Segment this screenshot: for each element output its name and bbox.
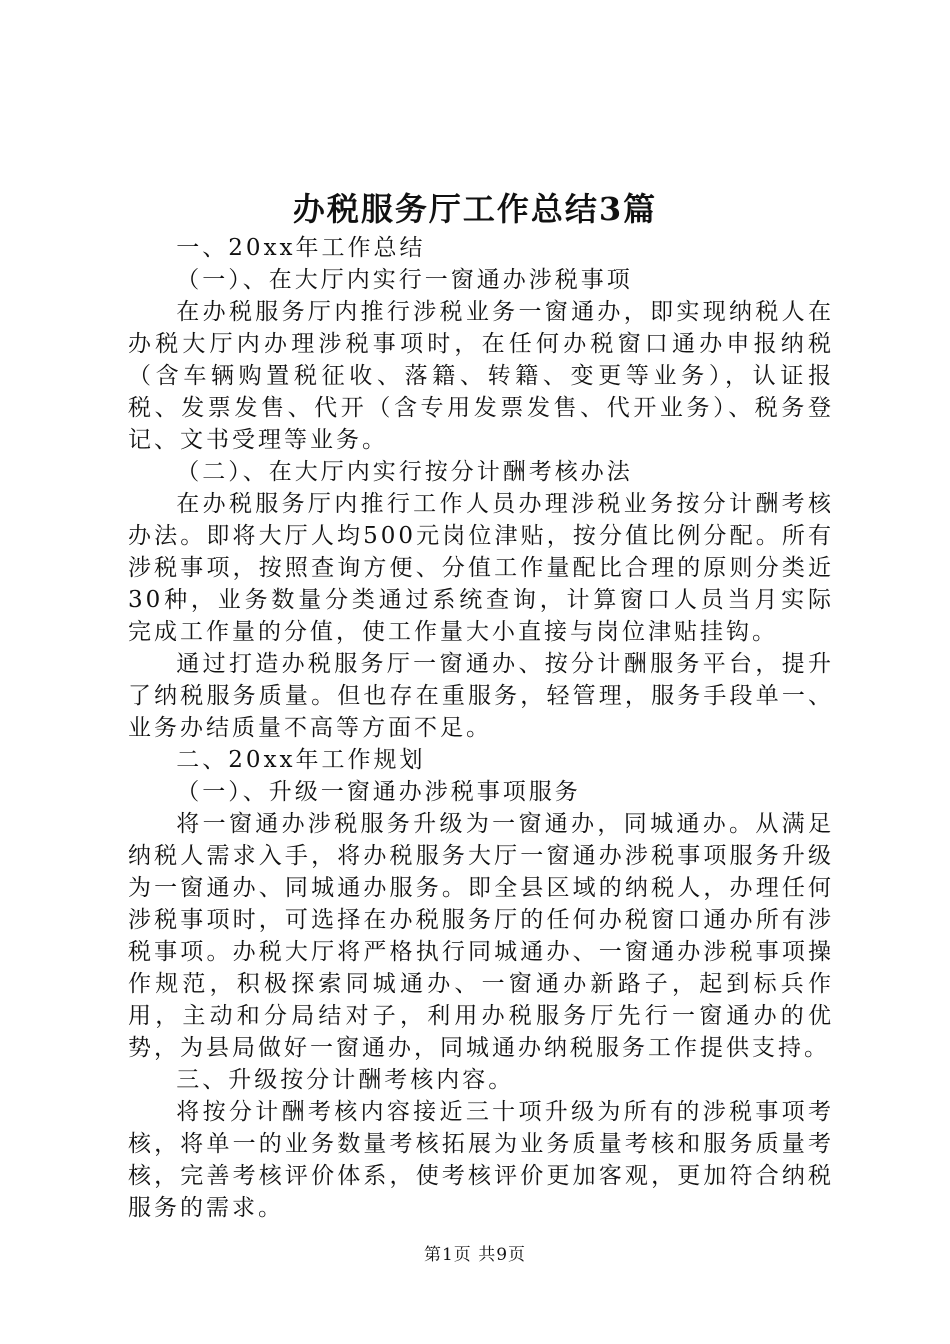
paragraph: 在办税服务厅内推行工作人员办理涉税业务按分计酬考核办法。即将大厅人均500元岗位津贴，按分值比例分配。所有涉税事项，按照查询方便、分值工作量配比合理的原则分类近30种，业务数量分类通过系统查询，计算窗口人员当月实际完成工作量的分值，使工作量大小直接与岗位津贴挂钩。 xyxy=(128,491,834,645)
subsection-heading-1-2: （二）、在大厅内实行按分计酬考核办法 xyxy=(176,459,633,485)
paragraph: 在办税服务厅内推行涉税业务一窗通办，即实现纳税人在办税大厅内办理涉税事项时，在任何办税窗口通办申报纳税（含车辆购置税征收、落籍、转籍、变更等业务），认证报税、发票发售、代开（含专用发票发售、代开业务）、税务登记、文书受理等业务。 xyxy=(128,299,834,453)
paragraph: 将一窗通办涉税服务升级为一窗通办，同城通办。从满足纳税人需求入手，将办税服务大厅一窗通办涉税事项服务升级为一窗通办、同城通办服务。即全县区域的纳税人，办理任何涉税事项时，可选择在办税服务厅的任何办税窗口通办所有涉税事项。办税大厅将严格执行同城通办、一窗通办涉税事项操作规范，积极探索同城通办、一窗通办新路子，起到标兵作用，主动和分局结对子，利用办税服务厅先行一窗通办的优势，为县局做好一窗通办，同城通办纳税服务工作提供支持。 xyxy=(128,811,834,1061)
page-title: 办税服务厅工作总结3篇 xyxy=(292,190,658,228)
paragraph: 通过打造办税服务厅一窗通办、按分计酬服务平台，提升了纳税服务质量。但也存在重服务，轻管理，服务手段单一、业务办结质量不高等方面不足。 xyxy=(128,651,834,741)
section-heading-2: 二、20xx年工作规划 xyxy=(176,747,426,773)
subsection-heading-2-1: （一）、升级一窗通办涉税事项服务 xyxy=(176,779,581,805)
section-heading-3: 三、升级按分计酬考核内容。 xyxy=(176,1067,515,1093)
subsection-heading-1-1: （一）、在大厅内实行一窗通办涉税事项 xyxy=(176,267,633,293)
document-body xyxy=(128,232,834,1224)
page-footer: 第1页 共9页 xyxy=(423,1245,527,1265)
paragraph: 将按分计酬考核内容接近三十项升级为所有的涉税事项考核，将单一的业务数量考核拓展为业务质量考核和服务质量考核，完善考核评价体系，使考核评价更加客观，更加符合纳税服务的需求。 xyxy=(128,1099,834,1221)
section-heading-1: 一、20xx年工作总结 xyxy=(176,235,426,261)
